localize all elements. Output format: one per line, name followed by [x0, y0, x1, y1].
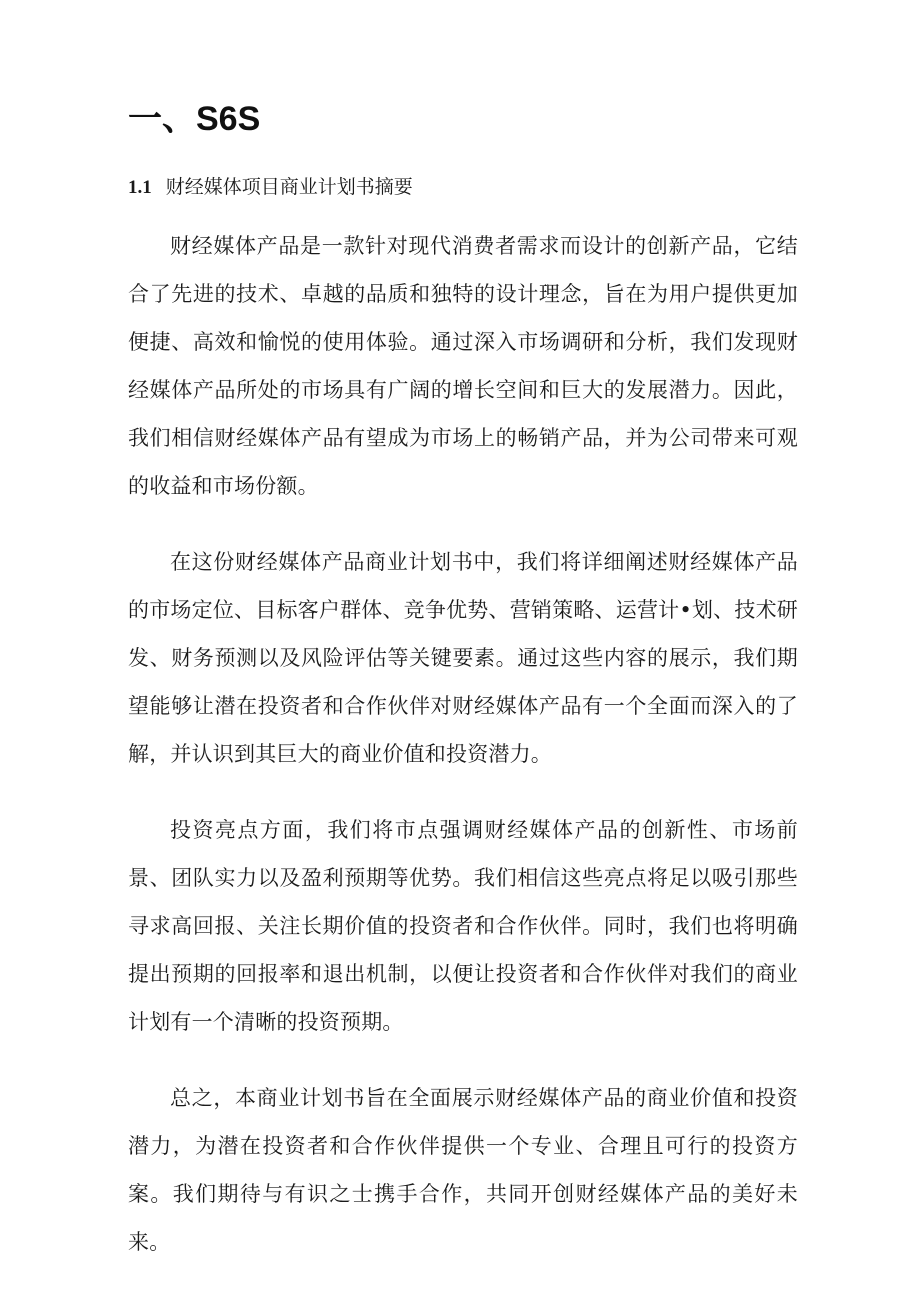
section-heading: [128, 172, 413, 203]
body-text: [128, 222, 798, 1294]
section-title: 财经媒体项目商业计划书摘要: [165, 176, 413, 198]
section-number: 1.1: [128, 177, 152, 198]
paragraph: 投资亮点方面，我们将市点强调财经媒体产品的创新性、市场前景、团队实力以及盈利预期等优势。我们相信这些亮点将足以吸引那些寻求高回报、关注长期价值的投资者和合作伙伴。同时，我们也将明确提出预期的回报率和退出机制，以便让投资者和合作伙伴对我们的商业计划有一个清晰的投资预期。: [128, 818, 798, 1034]
paragraph: 在这份财经媒体产品商业计划书中，我们将详细阐述财经媒体产品的市场定位、目标客户群体、竞争优势、营销策略、运营计•划、技术研发、财务预测以及风险评估等关键要素。通过这些内容的展示，我们期望能够让潜在投资者和合作伙伴对财经媒体产品有一个全面而深入的了解，并认识到其巨大的商业价值和投资潜力。: [128, 550, 798, 766]
paragraph: 总之，本商业计划书旨在全面展示财经媒体产品的商业价值和投资潜力，为潜在投资者和合作伙伴提供一个专业、合理且可行的投资方案。我们期待与有识之士携手合作，共同开创财经媒体产品的美好未来。: [128, 1086, 798, 1254]
paragraph: 财经媒体产品是一款针对现代消费者需求而设计的创新产品，它结合了先进的技术、卓越的品质和独特的设计理念，旨在为用户提供更加便捷、高效和愉悦的使用体验。通过深入市场调研和分析，我们发现财经媒体产品所处的市场具有广阔的增长空间和巨大的发展潜力。因此，我们相信财经媒体产品有望成为市场上的畅销产品，并为公司带来可观的收益和市场份额。: [128, 234, 798, 498]
chapter-heading: 一、S6S: [128, 100, 261, 138]
